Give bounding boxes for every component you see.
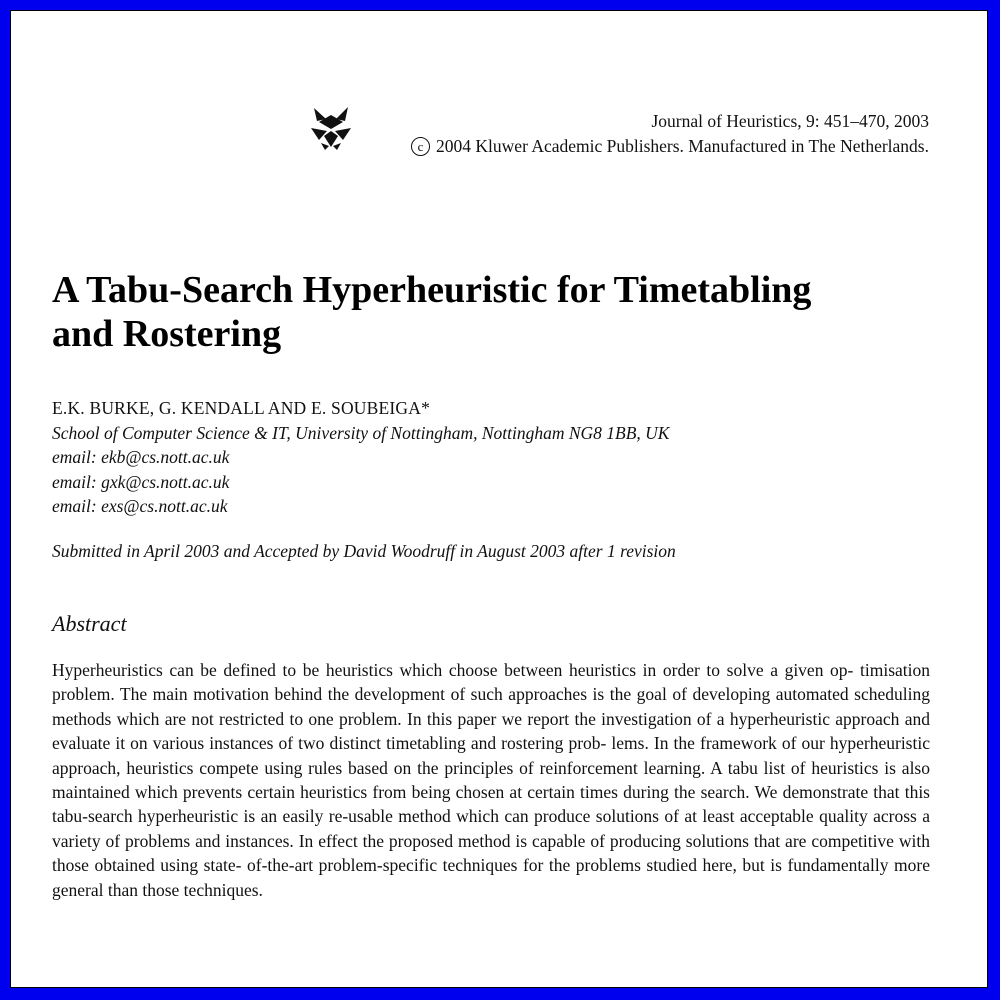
author-affiliation: School of Computer Science & IT, University of Nottingham, Nottingham NG8 1BB, UK (52, 422, 670, 443)
publisher-text: 2004 Kluwer Academic Publishers. Manufactured in The Netherlands. (436, 136, 929, 156)
author-email-1: email: ekb@cs.nott.ac.uk (52, 447, 230, 467)
publisher-line (411, 134, 929, 159)
journal-header (411, 109, 929, 159)
paper-title (52, 268, 892, 356)
paper-title-line-2: and Rostering (52, 313, 282, 355)
kluwer-logo-icon (309, 103, 353, 151)
abstract-heading: Abstract (52, 611, 127, 636)
journal-citation: Journal of Heuristics, 9: 451–470, 2003 (651, 111, 929, 131)
author-block (52, 396, 669, 519)
page-frame (10, 10, 988, 988)
author-email-3: email: exs@cs.nott.ac.uk (52, 496, 228, 516)
abstract-body: Hyperheuristics can be defined to be heuristics which choose between heuristics in order to solve a given op- timisation problem. The main motivation behind the development of such approaches is the goal of developing automated scheduling methods which are not restricted to one problem. In this paper we report the investigation of a hyperheuristic approach and evaluate it on various instances of two distinct timetabling and rostering prob- lems. In the framework of our hyperheuristic approach, heuristics compete using rules based on the principles of reinforcement learning. A tabu list of heuristics is also maintained which prevents certain heuristics from being chosen at certain times during the search. We demonstrate that this tabu-search hyperheuristic is an easily re-usable method which can produce solutions of at least acceptable quality across a variety of problems and instances. In effect the proposed method is capable of producing solutions that are competitive with those obtained using state- of-the-art problem-specific techniques for the problems studied here, but is fundamentally more general than those techniques. (52, 660, 930, 900)
paper-title-line-1: A Tabu-Search Hyperheuristic for Timetabling (52, 269, 812, 311)
copyright-symbol: c (411, 137, 430, 156)
author-email-2: email: gxk@cs.nott.ac.uk (52, 471, 230, 492)
author-names: E.K. BURKE, G. KENDALL AND E. SOUBEIGA* (52, 398, 431, 418)
submission-note: Submitted in April 2003 and Accepted by David Woodruff in August 2003 after 1 revision (52, 541, 676, 561)
